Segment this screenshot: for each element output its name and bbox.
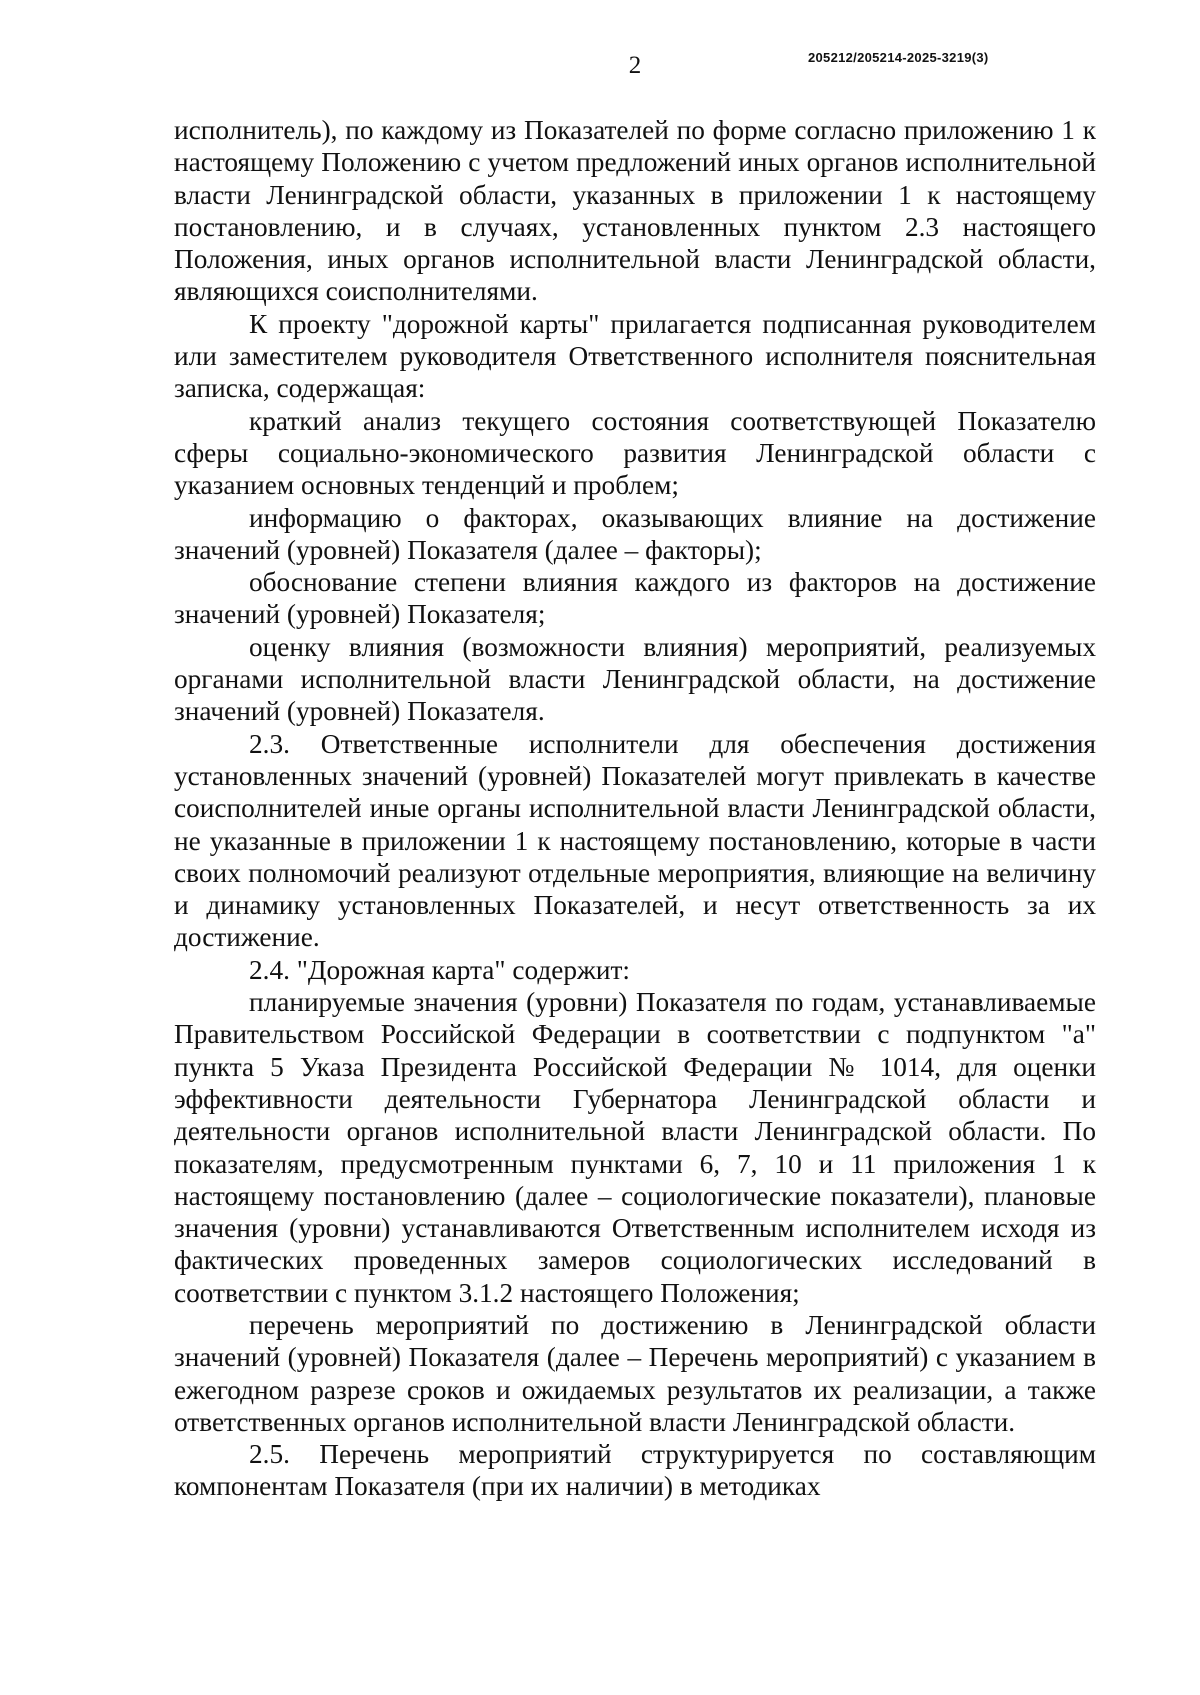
- paragraph: обоснование степени влияния каждого из факторов на достижение значений (уровней) Показателя;: [174, 567, 1096, 630]
- document-code: 205212/205214-2025-3219(3): [808, 50, 989, 65]
- paragraph: К проекту "дорожной карты" прилагается подписанная руководителем или заместителем руководителя Ответственного исполнителя пояснительная записка, содержащая:: [174, 308, 1096, 404]
- paragraph: планируемые значения (уровни) Показателя по годам, устанавливаемые Правительством Российской Федерации в соответствии с подпунктом "а" пункта 5 Указа Президента Российской Федерации № 1014, для оценки эффективности деятельности Губернатора Ленинградской области и деятельности органов исполнительной власти Ленинградской области. По показателям, предусмотренным пунктами 6, 7, 10 и 11 приложения 1 к настоящему постановлению (далее – социологические показатели), плановые значения (уровни) устанавливаются Ответственным исполнителем исходя из фактических проведенных замеров социологических исследований в соответствии с пунктом 3.1.2 настоящего Положения;: [174, 987, 1096, 1308]
- document-body: [174, 114, 1096, 1503]
- page-number: 2: [628, 52, 642, 79]
- paragraph: исполнитель), по каждому из Показателей по форме согласно приложению 1 к настоящему Положению с учетом предложений иных органов исполнительной власти Ленинградской области, указанных в приложении 1 к настоящему постановлению, и в случаях, установленных пунктом 2.3 настоящего Положения, иных органов исполнительной власти Ленинградской области, являющихся соисполнителями.: [174, 115, 1096, 307]
- paragraph: перечень мероприятий по достижению в Ленинградской области значений (уровней) Показателя (далее – Перечень мероприятий) с указанием в ежегодном разрезе сроков и ожидаемых результатов их реализации, а также ответственных органов исполнительной власти Ленинградской области.: [174, 1309, 1096, 1437]
- section-2-4-heading: 2.4. "Дорожная карта" содержит:: [249, 954, 630, 985]
- paragraph: краткий анализ текущего состояния соответствующей Показателю сферы социально-экономического развития Ленинградской области с указанием основных тенденций и проблем;: [174, 405, 1096, 501]
- paragraph: информацию о факторах, оказывающих влияние на достижение значений (уровней) Показателя (далее – факторы);: [174, 502, 1096, 565]
- section-2-5-paragraph: 2.5. Перечень мероприятий структурируется по составляющим компонентам Показателя (при их наличии) в методиках: [174, 1439, 1096, 1502]
- section-2-3-paragraph: 2.3. Ответственные исполнители для обеспечения достижения установленных значений (уровней) Показателей могут привлекать в качестве соисполнителей иные органы исполнительной власти Ленинградской области, не указанные в приложении 1 к настоящему постановлению, которые в части своих полномочий реализуют отдельные мероприятия, влияющие на величину и динамику установленных Показателей, и несут ответственность за их достижение.: [174, 728, 1096, 953]
- paragraph: оценку влияния (возможности влияния) мероприятий, реализуемых органами исполнительной власти Ленинградской области, на достижение значений (уровней) Показателя.: [174, 631, 1096, 727]
